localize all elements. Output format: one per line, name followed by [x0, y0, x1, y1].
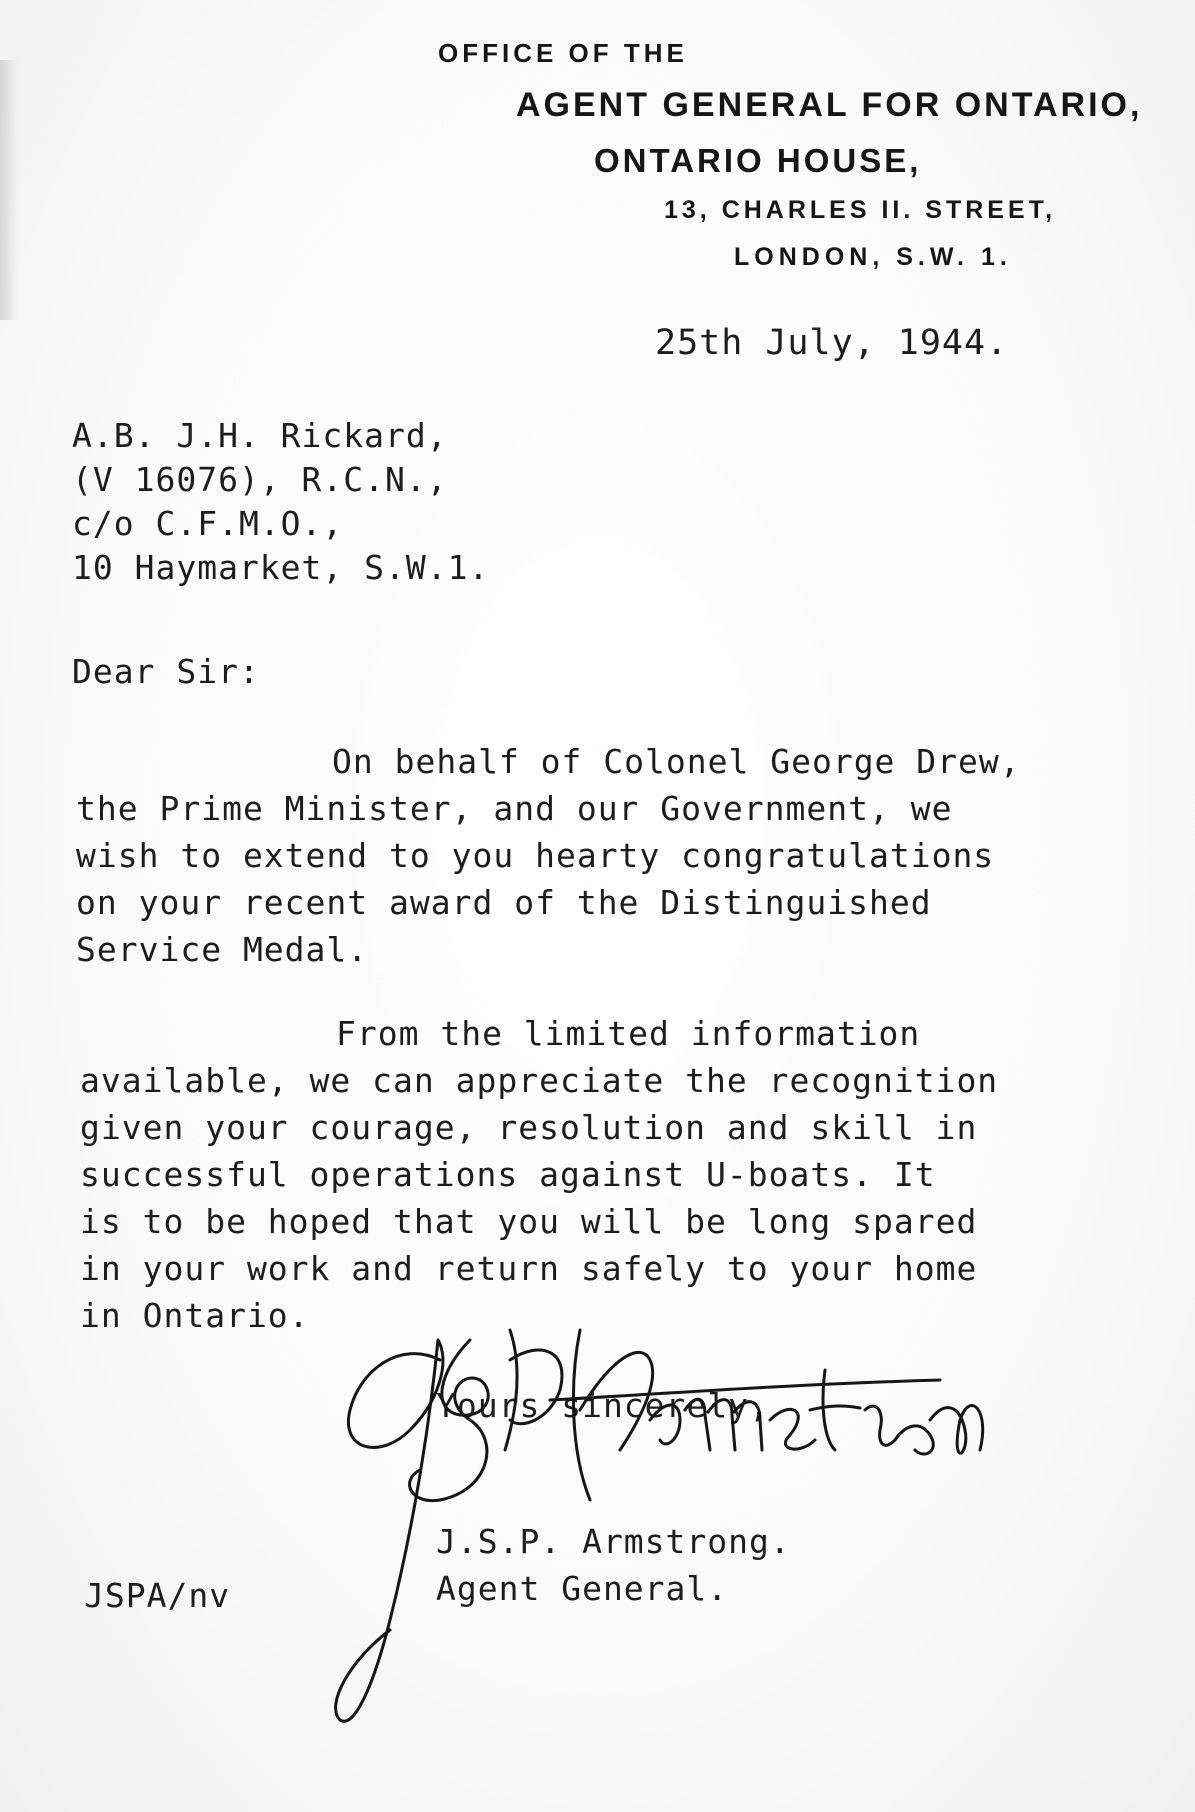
- signature-block: [436, 1518, 791, 1612]
- paragraph-line: available, we can appreciate the recognition: [80, 1061, 999, 1100]
- letterhead-office-of: OFFICE OF THE: [438, 38, 688, 68]
- paragraph-line: in Ontario.: [80, 1296, 310, 1335]
- address-line: 10 Haymarket, S.W.1.: [72, 548, 490, 587]
- letterhead-street: 13, CHARLES II. STREET,: [664, 196, 1057, 224]
- paragraph-line: successful operations against U-boats. It: [80, 1155, 936, 1194]
- body-paragraph-2: [80, 1010, 998, 1339]
- salutation: Dear Sir:: [72, 652, 260, 691]
- reference-initials: JSPA/nv: [84, 1576, 231, 1615]
- letterhead-house: ONTARIO HOUSE,: [594, 142, 922, 179]
- recipient-address: [72, 414, 489, 590]
- paragraph-line: is to be hoped that you will be long spared: [80, 1202, 978, 1241]
- letterhead-agent-general: AGENT GENERAL FOR ONTARIO,: [516, 86, 1143, 124]
- paragraph-line: in your work and return safely to your home: [80, 1249, 978, 1288]
- paragraph-line: the Prime Minister, and our Government, we: [76, 789, 953, 828]
- letter-date: 25th July, 1944.: [655, 323, 1009, 363]
- paragraph-line: wish to extend to you hearty congratulations: [76, 836, 995, 875]
- address-line: (V 16076), R.C.N.,: [72, 460, 448, 499]
- paragraph-line: given your courage, resolution and skill in: [80, 1108, 978, 1147]
- paragraph-line: on your recent award of the Distinguished: [76, 883, 932, 922]
- paragraph-line: From the limited information: [336, 1014, 921, 1053]
- paragraph-line: Service Medal.: [76, 930, 369, 969]
- complimentary-close: Yours sincerely,: [436, 1386, 770, 1425]
- body-paragraph-1: [76, 738, 1021, 973]
- letterhead-city: LONDON, S.W. 1.: [734, 243, 1012, 271]
- signatory-name: J.S.P. Armstrong.: [436, 1522, 791, 1561]
- signatory-title: Agent General.: [436, 1569, 729, 1608]
- address-line: A.B. J.H. Rickard,: [72, 416, 448, 455]
- paragraph-line: On behalf of Colonel George Drew,: [332, 742, 1021, 781]
- address-line: c/o C.F.M.O.,: [72, 504, 344, 543]
